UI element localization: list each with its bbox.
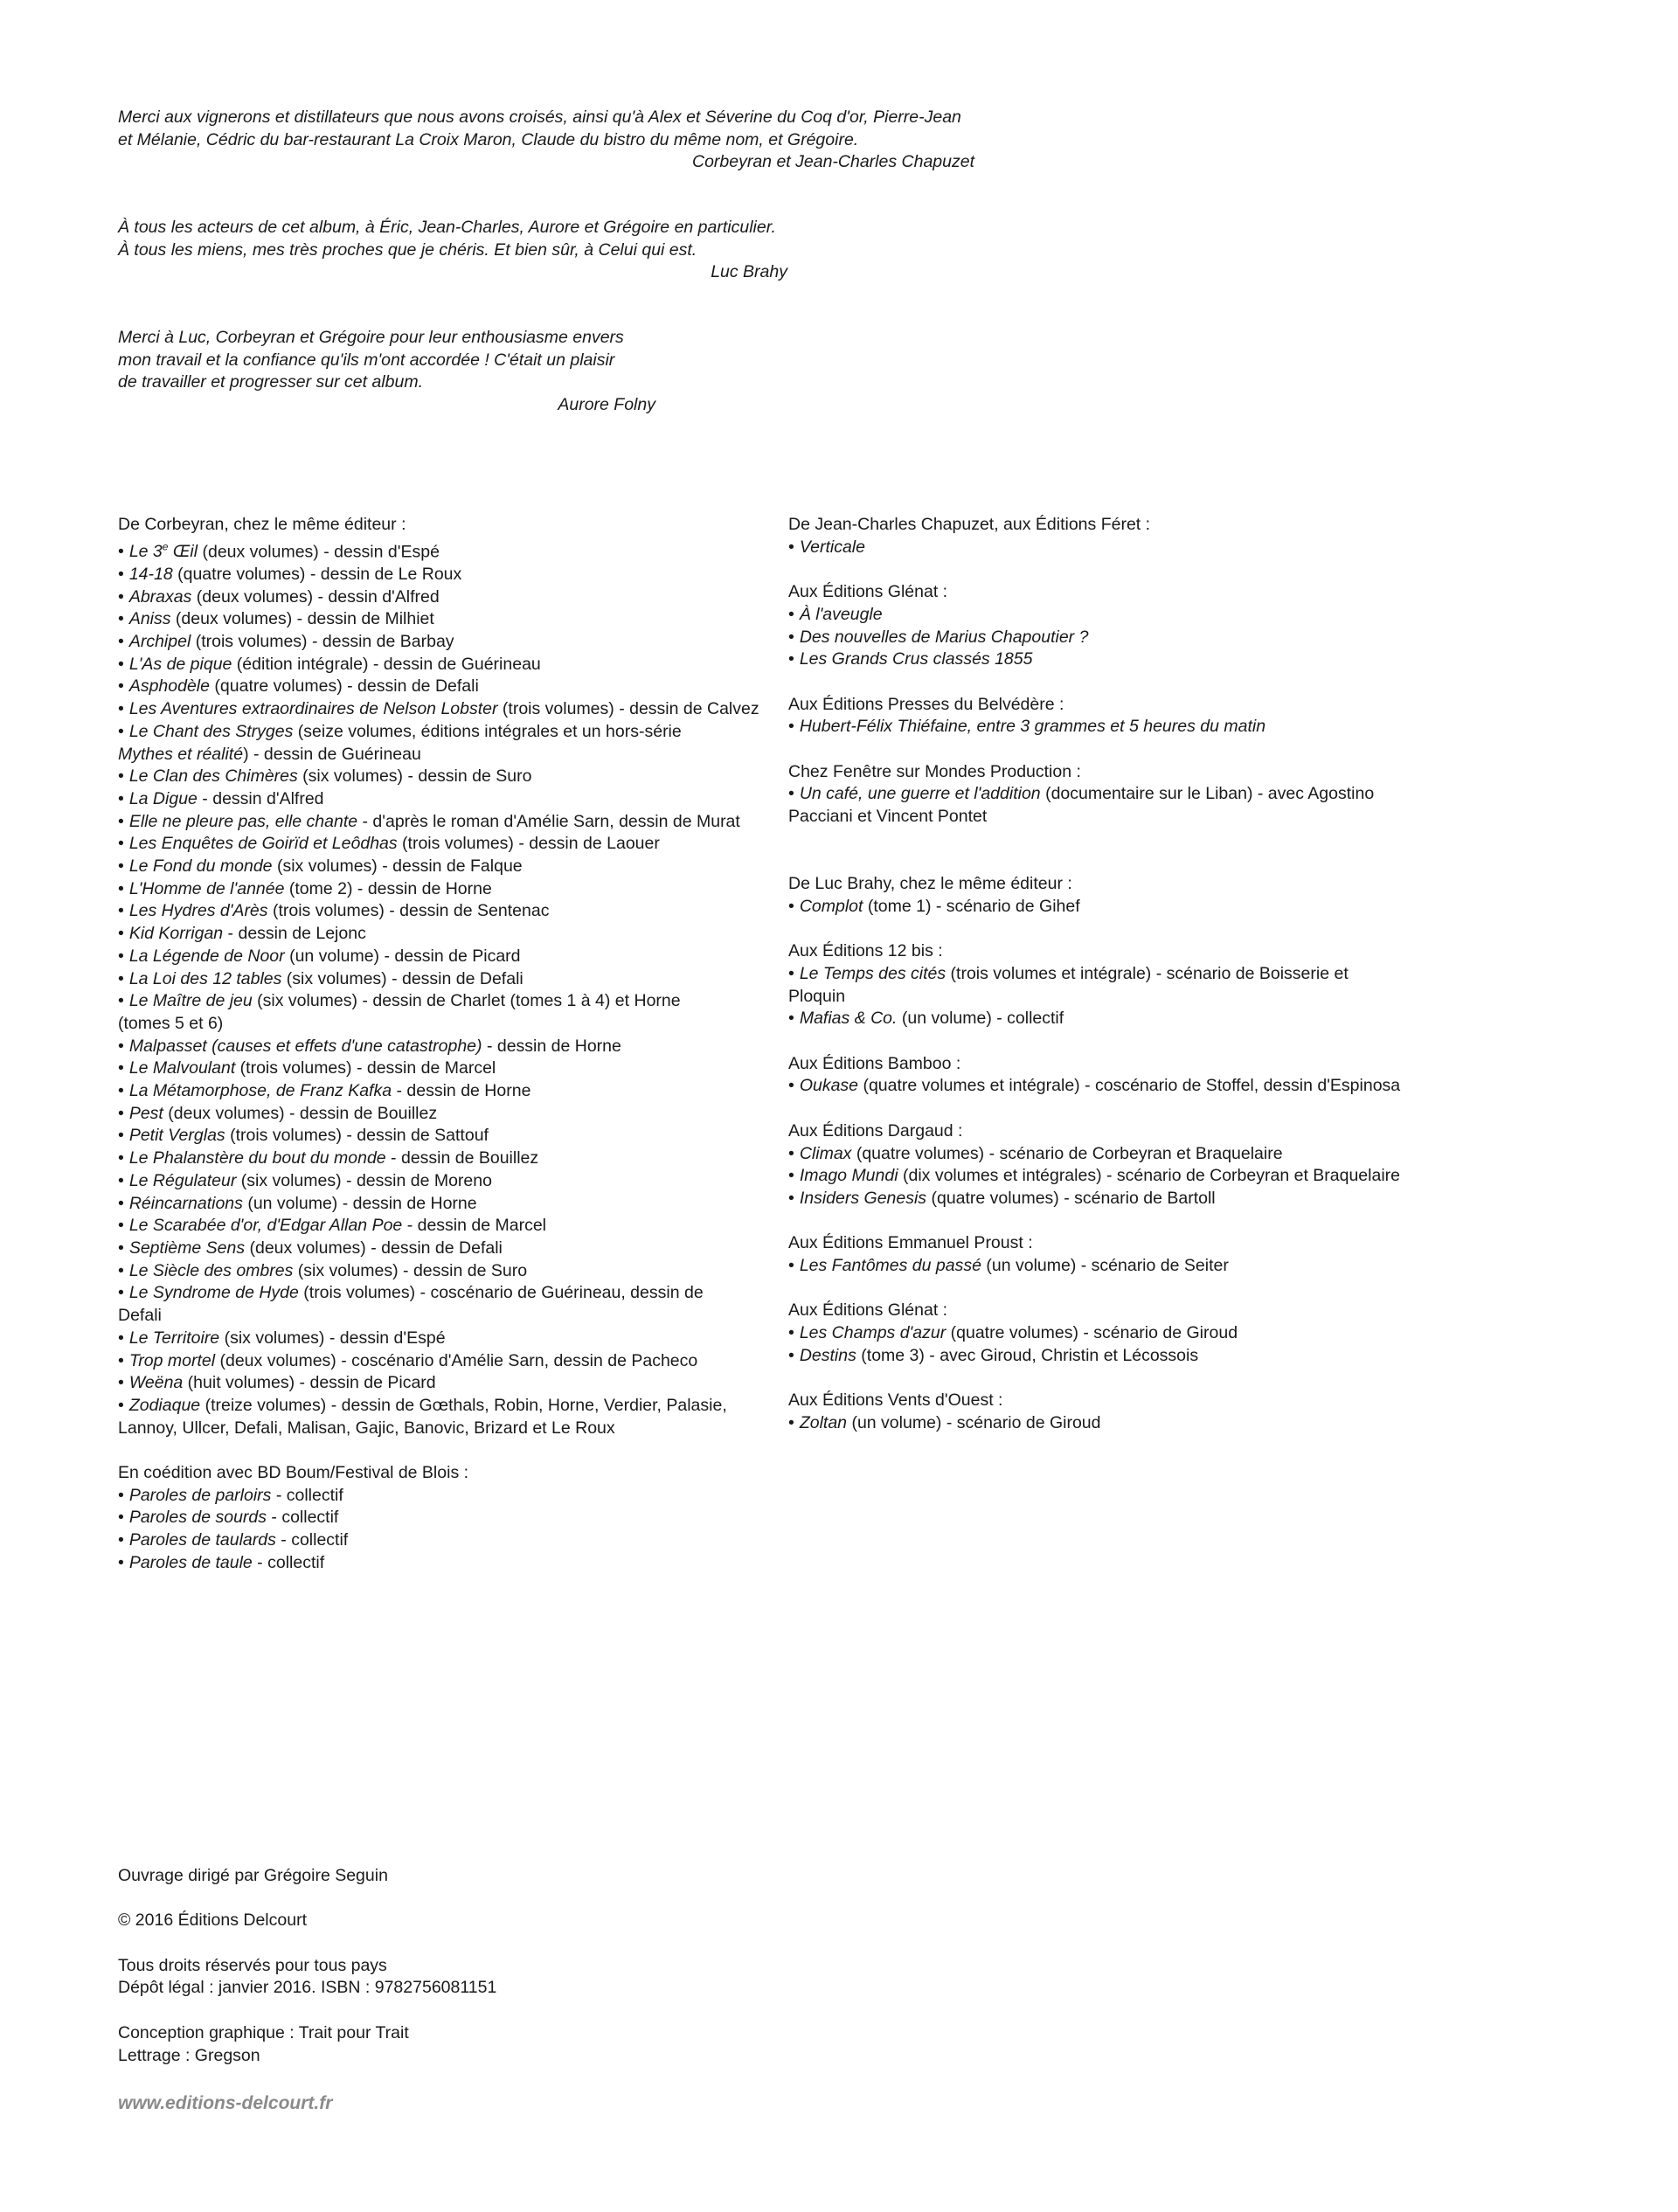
item-title: Le Scarabée d'or, d'Edgar Allan Poe [128, 1216, 403, 1236]
group-heading: Aux Éditions 12 bis : [788, 941, 943, 961]
bullet-icon: • [118, 1328, 124, 1348]
item-title: La Métamorphose, de Franz Kafka [128, 1081, 392, 1101]
bullet-icon: • [118, 878, 124, 898]
item-title: Insiders Genesis [799, 1188, 927, 1208]
ack-line: et Mélanie, Cédric du bar-restaurant La Croix Maron, Claude du bistro du même nom, et Grégoire. [118, 129, 859, 149]
bullet-icon: • [788, 1143, 794, 1163]
bibliography-item [118, 1170, 765, 1193]
ack-signature: Luc Brahy [711, 262, 787, 281]
item-title: Les Aventures extraordinaires de Nelson Lobster [128, 699, 498, 719]
item-title: Les Fantômes du passé [799, 1256, 981, 1276]
colophon-copyright: © 2016 Éditions Delcourt [118, 1910, 307, 1931]
bibliography-item [788, 537, 1575, 559]
item-title: Climax [799, 1143, 852, 1163]
item-title: Le Syndrome de Hyde [128, 1283, 299, 1303]
item-details: (six volumes) - dessin de Moreno [236, 1170, 492, 1190]
bibliography-item [118, 833, 765, 856]
bibliography-item [118, 744, 765, 766]
bullet-icon: • [118, 1283, 124, 1303]
ack-line: À tous les miens, mes très proches que je chéris. Et bien sûr, à Celui qui est. [118, 239, 697, 260]
bullet-icon: • [788, 1412, 794, 1432]
item-title: Abraxas [128, 586, 192, 607]
bullet-icon: • [118, 586, 124, 607]
item-details: (quatre volumes) - dessin de Defali [210, 676, 479, 697]
item-title: Mythes et réalité [118, 744, 244, 764]
bullet-icon: • [118, 676, 124, 697]
item-title: Imago Mundi [799, 1166, 898, 1186]
bibliography-item [788, 963, 1575, 986]
bibliography-group [788, 1390, 1575, 1434]
ack-signature: Aurore Folny [558, 394, 655, 414]
bibliography-group [788, 1053, 1575, 1098]
bibliography-item [118, 654, 765, 676]
item-title: Hubert-Félix Thiéfaine, entre 3 grammes et 5 heures du matin [799, 717, 1266, 737]
item-details: Pacciani et Vincent Pontet [788, 807, 988, 827]
item-title: Zoltan [799, 1412, 848, 1432]
bibliography-item [788, 716, 1575, 738]
bibliography-item [118, 564, 765, 586]
bullet-icon: • [118, 654, 124, 674]
bullet-icon: • [118, 1170, 124, 1190]
bibliography-item [788, 1143, 1575, 1166]
item-title: Le Temps des cités [799, 963, 946, 983]
bibliography-item [118, 811, 765, 834]
item-title: Le Clan des Chimères [128, 766, 298, 787]
item-title: Le Territoire [128, 1328, 220, 1348]
item-title: Paroles de parloirs [128, 1485, 272, 1505]
colophon-rights: Tous droits réservés pour tous pays [118, 1955, 387, 1975]
bibliography-item [788, 1008, 1575, 1030]
bullet-icon: • [118, 1193, 124, 1213]
item-details: - dessin de Lejonc [223, 924, 366, 944]
item-details: - dessin d'Alfred [197, 788, 324, 808]
bullet-icon: • [118, 1058, 124, 1078]
bullet-icon: • [788, 1345, 794, 1365]
bibliography-item [118, 1282, 765, 1305]
item-details: - collectif [252, 1552, 325, 1572]
bullet-icon: • [118, 901, 124, 921]
bullet-icon: • [118, 1350, 124, 1370]
item-title: Le 3e Œil [128, 540, 198, 562]
item-details: (trois volumes) - dessin de Sentenac [267, 901, 550, 921]
group-heading: Aux Éditions Dargaud : [788, 1120, 963, 1141]
item-title: Paroles de sourds [128, 1508, 267, 1528]
bibliography-item [118, 1057, 765, 1080]
bibliography-item [118, 1193, 765, 1216]
bibliography-item [788, 986, 1575, 1009]
bullet-icon: • [788, 604, 794, 624]
item-details: (un volume) - dessin de Horne [242, 1193, 477, 1213]
bibliography-group [788, 1300, 1575, 1367]
bullet-icon: • [118, 699, 124, 719]
bibliography-item [118, 766, 765, 788]
bullet-icon: • [118, 811, 124, 831]
item-details: - collectif [275, 1530, 349, 1550]
item-title: Archipel [128, 632, 191, 652]
item-title: Le Siècle des ombres [128, 1260, 294, 1280]
bibliography-item [118, 1485, 765, 1508]
bibliography-item [788, 627, 1575, 649]
item-title: Pest [128, 1103, 163, 1123]
bullet-icon: • [788, 1323, 794, 1343]
group-heading: Aux Éditions Glénat : [788, 1300, 948, 1321]
item-title: La Légende de Noor [128, 946, 285, 966]
bibliography-item [788, 604, 1575, 627]
item-title: Le Malvoulant [128, 1058, 236, 1078]
item-details: (trois volumes) - dessin de Calvez [497, 699, 759, 719]
bullet-icon: • [118, 991, 124, 1011]
bibliography-item [118, 1215, 765, 1238]
group-heading: Aux Éditions Glénat : [788, 582, 948, 602]
item-details: (trois volumes) - coscénario de Guérineau, dessin de [298, 1283, 704, 1303]
bibliography-group [788, 1232, 1575, 1277]
acknowledgement-brahy [118, 217, 787, 284]
item-title: Les Hydres d'Arès [128, 901, 268, 921]
item-details: (quatre volumes et intégrale) - coscénario de Stoffel, dessin d'Espinosa [858, 1076, 1401, 1096]
bibliography-item [118, 923, 765, 946]
item-details: Lannoy, Ullcer, Defali, Malisan, Gajic, Banovic, Brizard et Le Roux [118, 1418, 615, 1438]
item-details: (deux volumes) - coscénario d'Amélie Sarn, dessin de Pacheco [215, 1350, 698, 1370]
item-title: Asphodèle [128, 676, 210, 697]
item-details: (tome 3) - avec Giroud, Christin et Lécossois [856, 1345, 1199, 1365]
group-heading: De Luc Brahy, chez le même éditeur : [788, 874, 1072, 894]
bullet-icon: • [118, 1260, 124, 1280]
item-title: Les Champs d'azur [799, 1323, 946, 1343]
item-title: Le Chant des Stryges [128, 721, 294, 741]
bibliography-item [118, 1103, 765, 1126]
item-details: (un volume) - scénario de Seiter [981, 1256, 1229, 1276]
ack-line: mon travail et la confiance qu'ils m'ont accordée ! C'était un plaisir [118, 350, 615, 370]
item-title: Le Fond du monde [128, 856, 273, 877]
bibliography-item [788, 1322, 1575, 1345]
bullet-icon: • [118, 788, 124, 808]
colophon-legal: Dépôt légal : janvier 2016. ISBN : 9782756081151 [118, 1978, 497, 1998]
bibliography-group [118, 1462, 765, 1575]
item-title: Kid Korrigan [128, 924, 224, 944]
bullet-icon: • [788, 1188, 794, 1208]
bibliography-item [118, 1080, 765, 1103]
ack-line: de travailler et progresser sur cet album. [118, 372, 423, 392]
item-title: Le Régulateur [128, 1170, 237, 1190]
item-title: Petit Verglas [128, 1126, 225, 1146]
bibliography-item [118, 1507, 765, 1529]
item-details: (tome 1) - scénario de Gihef [863, 896, 1080, 916]
item-details: (quatre volumes) - dessin de Le Roux [172, 564, 462, 584]
item-details: (six volumes) - dessin de Defali [281, 968, 524, 988]
bibliography-item [118, 990, 765, 1013]
bullet-icon: • [788, 1166, 794, 1186]
bibliography-item [118, 946, 765, 968]
bibliography-item [788, 1188, 1575, 1210]
group-heading: De Jean-Charles Chapuzet, aux Éditions Féret : [788, 515, 1151, 534]
bibliography-item [118, 586, 765, 609]
item-title: Elle ne pleure pas, elle chante [128, 811, 358, 831]
bibliography-item [118, 1350, 765, 1373]
bibliography-item [118, 676, 765, 698]
bullet-icon: • [118, 721, 124, 741]
bibliography-group [788, 873, 1575, 918]
bibliography-item [118, 1013, 765, 1036]
item-details: (seize volumes, éditions intégrales et un hors-série [293, 721, 682, 741]
bullet-icon: • [788, 784, 794, 804]
bibliography-item [118, 631, 765, 654]
group-heading: Aux Éditions Presses du Belvédère : [788, 694, 1064, 714]
bibliography-item [118, 1238, 765, 1260]
bibliography-item [788, 1412, 1575, 1435]
publisher-website-link[interactable]: www.editions-delcourt.fr [118, 2093, 333, 2113]
bullet-icon: • [118, 1552, 124, 1572]
bibliography-item [118, 537, 765, 564]
item-title: Des nouvelles de Marius Chapoutier ? [799, 627, 1089, 647]
item-title: Réincarnations [128, 1193, 243, 1213]
bibliography-item [118, 1125, 765, 1148]
bibliography-item [118, 1529, 765, 1552]
item-details: - d'après le roman d'Amélie Sarn, dessin de Murat [357, 811, 740, 831]
bibliography-item [118, 1305, 765, 1328]
item-details: (tome 2) - dessin de Horne [284, 878, 492, 898]
item-title: Septième Sens [128, 1238, 246, 1258]
item-details: - dessin de Marcel [402, 1216, 547, 1236]
bibliography-item [118, 608, 765, 631]
bibliography-item [118, 900, 765, 923]
group-heading: Aux Éditions Bamboo : [788, 1053, 961, 1073]
item-title: Les Grands Crus classés 1855 [799, 649, 1033, 669]
item-details: (deux volumes) - dessin de Defali [245, 1238, 503, 1258]
item-title: Les Enquêtes de Goirïd et Leôdhas [128, 834, 398, 854]
item-title: Paroles de taule [128, 1552, 253, 1572]
bullet-icon: • [118, 1216, 124, 1236]
bibliography-item [118, 1372, 765, 1395]
item-title: Paroles de taulards [128, 1530, 276, 1550]
bullet-icon: • [118, 1395, 124, 1415]
item-details: - dessin de Horne [392, 1081, 531, 1101]
bibliography-item [788, 1255, 1575, 1278]
item-details: (trois volumes) - dessin de Barbay [191, 632, 454, 652]
ack-signature: Corbeyran et Jean-Charles Chapuzet [691, 152, 974, 171]
item-details: (un volume) - scénario de Giroud [847, 1412, 1101, 1432]
item-title: Weëna [128, 1373, 184, 1393]
bibliography-item [118, 856, 765, 878]
bullet-icon: • [118, 1036, 124, 1056]
colophon-lettering: Lettrage : Gregson [118, 2045, 260, 2065]
item-title: Le Maître de jeu [128, 991, 253, 1011]
bullet-icon: • [118, 1148, 124, 1168]
bullet-icon: • [788, 717, 794, 737]
item-title: Trop mortel [128, 1350, 216, 1370]
item-title: Complot [799, 896, 863, 916]
item-details: (un volume) - collectif [897, 1009, 1064, 1029]
bibliography-group [118, 514, 765, 1439]
bibliography-item [118, 878, 765, 901]
bibliography-item [118, 1036, 765, 1058]
bullet-icon: • [788, 627, 794, 647]
bullet-icon: • [788, 1076, 794, 1096]
bibliography-right-column [788, 514, 1575, 1457]
item-details: - dessin de Bouillez [385, 1148, 539, 1168]
bullet-icon: • [788, 963, 794, 983]
bullet-icon: • [118, 1530, 124, 1550]
bullet-icon: • [118, 564, 124, 584]
bibliography-item [788, 1075, 1575, 1098]
bullet-icon: • [788, 1009, 794, 1029]
bibliography-group [788, 514, 1575, 558]
item-details: (dix volumes et intégrales) - scénario de Corbeyran et Braquelaire [898, 1166, 1401, 1186]
item-details: (quatre volumes) - scénario de Bartoll [926, 1188, 1216, 1208]
ack-line: À tous les acteurs de cet album, à Éric, Jean-Charles, Aurore et Grégoire en particulier. [118, 218, 776, 237]
item-details: (trois volumes) - dessin de Sattouf [225, 1126, 489, 1146]
bibliography-group [788, 940, 1575, 1030]
bullet-icon: • [788, 537, 794, 557]
item-details: (huit volumes) - dessin de Picard [183, 1373, 436, 1393]
item-details: (trois volumes) - dessin de Laouer [397, 834, 660, 854]
colophon-design: Conception graphique : Trait pour Trait [118, 2022, 409, 2042]
item-details: (trois volumes et intégrale) - scénario de Boisserie et [946, 963, 1349, 983]
item-details: (deux volumes) - dessin de Bouillez [163, 1103, 438, 1123]
bullet-icon: • [118, 856, 124, 877]
bibliography-left-column [118, 514, 765, 1597]
item-details: (six volumes) - dessin de Falque [272, 856, 523, 877]
item-title: Zodiaque [128, 1395, 201, 1415]
bibliography-item [118, 1552, 765, 1575]
item-details: Ploquin [788, 986, 846, 1006]
item-details: ) - dessin de Guérineau [243, 744, 421, 764]
item-title: Malpasset (causes et effets d'une catastrophe) [128, 1036, 482, 1056]
bibliography-item [788, 806, 1575, 829]
bullet-icon: • [118, 946, 124, 966]
bullet-icon: • [118, 1103, 124, 1123]
item-details: (quatre volumes) - scénario de Giroud [946, 1323, 1238, 1343]
bibliography-group [788, 761, 1575, 829]
bibliography-item [788, 648, 1575, 671]
item-details: (treize volumes) - dessin de Gœthals, Robin, Horne, Verdier, Palasie, [200, 1395, 727, 1415]
bibliography-item [118, 788, 765, 811]
bullet-icon: • [118, 1373, 124, 1393]
bullet-icon: • [788, 1256, 794, 1276]
bullet-icon: • [118, 609, 124, 629]
bibliography-item [118, 1328, 765, 1350]
bullet-icon: • [118, 1081, 124, 1101]
bibliography-item [788, 1345, 1575, 1368]
item-details: (quatre volumes) - scénario de Corbeyran et Braquelaire [851, 1143, 1283, 1163]
item-title: Un café, une guerre et l'addition [799, 784, 1041, 804]
bibliography-group [788, 581, 1575, 671]
bullet-icon: • [788, 896, 794, 916]
bibliography-item [788, 783, 1575, 806]
item-details: (trois volumes) - dessin de Marcel [235, 1058, 496, 1078]
acknowledgement-folny [118, 327, 655, 416]
bibliography-group [788, 694, 1575, 738]
item-details: (documentaire sur le Liban) - avec Agostino [1040, 784, 1375, 804]
bibliography-group [788, 1120, 1575, 1210]
bullet-icon: • [118, 1508, 124, 1528]
item-details: (six volumes) - dessin de Charlet (tomes 1 à 4) et Horne [252, 991, 681, 1011]
bullet-icon: • [118, 542, 124, 562]
bibliography-item [118, 968, 765, 991]
bullet-icon: • [118, 1238, 124, 1258]
bibliography-item [118, 721, 765, 744]
item-details: (édition intégrale) - dessin de Guérineau [232, 654, 541, 674]
item-details: (tomes 5 et 6) [118, 1013, 224, 1033]
bullet-icon: • [118, 1126, 124, 1146]
item-title: Aniss [128, 609, 171, 629]
bibliography-item [118, 1395, 765, 1418]
group-heading: En coédition avec BD Boum/Festival de Blois : [118, 1463, 469, 1483]
bullet-icon: • [118, 766, 124, 787]
item-details: - collectif [271, 1485, 343, 1505]
item-title: L'Homme de l'année [128, 878, 285, 898]
ack-line: Merci aux vignerons et distillateurs que nous avons croisés, ainsi qu'à Alex et Séverine du Coq d'or, Pierre-Jean [118, 107, 961, 127]
item-title: La Digue [128, 788, 198, 808]
bibliography-item [118, 1260, 765, 1283]
item-title: Mafias & Co. [799, 1009, 898, 1029]
item-title: À l'aveugle [799, 604, 883, 624]
item-title: Verticale [799, 537, 865, 557]
bullet-icon: • [788, 649, 794, 669]
item-details: (deux volumes) - dessin de Milhiet [170, 609, 434, 629]
group-heading: Aux Éditions Vents d'Ouest : [788, 1390, 1003, 1411]
item-title: Destins [799, 1345, 856, 1365]
item-details: Defali [118, 1306, 162, 1326]
item-title: Oukase [799, 1076, 859, 1096]
item-title: L'As de pique [128, 654, 232, 674]
item-title: La Loi des 12 tables [128, 968, 282, 988]
acknowledgement-authors [118, 107, 974, 174]
bullet-icon: • [118, 924, 124, 944]
item-details: (six volumes) - dessin de Suro [297, 766, 532, 787]
item-details: (un volume) - dessin de Picard [284, 946, 521, 966]
item-details: (six volumes) - dessin d'Espé [219, 1328, 446, 1348]
item-details: (deux volumes) - dessin d'Alfred [191, 586, 440, 607]
bullet-icon: • [118, 834, 124, 854]
bibliography-item [118, 1148, 765, 1170]
item-details: (deux volumes) - dessin d'Espé [198, 542, 440, 562]
bullet-icon: • [118, 968, 124, 988]
bibliography-item [118, 1418, 765, 1440]
bullet-icon: • [118, 632, 124, 652]
item-details: (six volumes) - dessin de Suro [293, 1260, 528, 1280]
group-heading: Chez Fenêtre sur Mondes Production : [788, 761, 1081, 781]
item-details: - dessin de Horne [482, 1036, 621, 1056]
item-details: - collectif [267, 1508, 339, 1528]
bibliography-item [788, 896, 1575, 919]
bullet-icon: • [118, 1485, 124, 1505]
item-title: 14-18 [128, 564, 173, 584]
colophon-director: Ouvrage dirigé par Grégoire Seguin [118, 1866, 388, 1885]
bibliography-item [788, 1165, 1575, 1188]
group-heading: De Corbeyran, chez le même éditeur : [118, 515, 406, 534]
colophon [118, 1865, 817, 2067]
ack-line: Merci à Luc, Corbeyran et Grégoire pour leur enthousiasme envers [118, 328, 624, 347]
group-heading: Aux Éditions Emmanuel Proust : [788, 1233, 1033, 1253]
item-title: Le Phalanstère du bout du monde [128, 1148, 386, 1168]
bibliography-item [118, 698, 765, 721]
